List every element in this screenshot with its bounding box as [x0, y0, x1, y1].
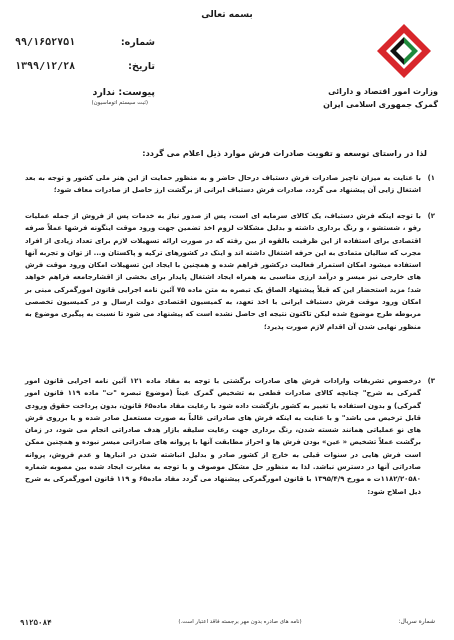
meta-date-row [15, 54, 155, 78]
paragraph-2 [25, 210, 435, 333]
validity-note: (نامه های صادره بدون مهر برجسته فاقد اعتبار است.) [178, 619, 302, 625]
customs-name: گمرک جمهوری اسلامی ایران [323, 100, 438, 109]
paragraph-1 [25, 172, 435, 197]
date-value: ۱۳۹۹/۱۲/۲۸ [15, 60, 76, 72]
meta-number-row [15, 30, 155, 54]
paragraph-1-text: با عنایت به میزان ناچیز صادرات فرش دستباف درحال حاضر و به منظور حمایت از این هنر ملی کشور و توجه به بعد اشتغال زایی آن پیشنهاد می گردد، صادرات فرش دستباف ایرانی از برگشت ارز حاصل از صادرات معاف شود؛ [25, 174, 421, 195]
system-note: (ثبت سیستم اتوماسیون) [91, 100, 148, 106]
paragraph-3-text: درخصوص تشریفات وارادات فرش های صادرات برگشتی با توجه به مفاد ماده ۱۲۱ آئین نامه اجرایی قانون امور گمرکی به شرح" چنانچه کالای صادرات قطعی به تشخیص گمرک عیناً (موضوع تبصره "ت" ماده ۱۱۹ قانون امور گمرکی) و بدون استفاده یا تغییر به کشور بازگشت داده شود با رعایت مفاد ماده۶۵ قانون، بدون پرداخت حقوق ورودی قابل ترخیص می باشد" و با عنایت به اینکه فرش های صادراتی غالباً به صورت مستعمل صادر شده و یا برروی فرش های نو عملیاتی همانند شسته شدن، رنگ برداری جهت رعایت سلیقه بازار هدف صادراتی انجام می شود، در زمان برگشت عملاً تشخیص « عین» بودن فرش ها و احراز مطابقت آنها با پروانه های صادراتی میسر نبوده و همچنین ممکن است فرش هایی در سنوات قبلی به خارج از کشور صادر و بدلیل انباشته شدن در انبارها و عدم فروش، پروانه صادراتی آنها در دسترس نباشد. لذا به منظور حل مشکل موصوف و با توجه به مغایرت ایجاد شده بین مصوبه شماره ۱۱۸۲/۲۰۵۸۰ت ه مورخ ۱۳۹۵/۴/۹ با قانون امورگمرکی پیشنهاد می گردد مفاد ماده۶۵ و ۱۱۹ قانون امورگمرکی به شرح ذیل اصلاح شود: [25, 377, 422, 496]
number-value: ۹۹/۱۶۵۲۷۵۱ [15, 36, 76, 48]
paragraph-2-text: با توجه اینکه فرش دستباف، یک کالای سرمایه ای است، پس از صدور نیاز به خدمات پس از فروش از جمله عملیات رفو ، شستشو ، و رنگ برداری داشته و بدلیل مشکلات لزوم اخذ تضمین جهت ورود موقت اینگونه فرشها عملاً صرفه اقتصادی برای استفاده از این ظرفیت بالقوه از بین رفته که در صورت ارائه تسهیلات لازم برای تعداد زیادی از افراد مجرب که سالیان متمادی به این حرفه اشتغال داشته اند و اینک در کشورهای ترکیه و پاکستان و... از توان و تجربه آنها استفاده میشود امکان استمرار فعالیت درکشور فراهم شده و همچنین با ایجاد این تسهیلات امکان ورود موقت فرش های خارجی نیز میسر و درآمد ارزی مناسبی به همراه ایجاد اشتغال پایدار برای بخشی از اقشارجامعه فراهم خواهد شد؛ مزید استحضار این که قبلاً پیشنهاد الصاق یک تبصره به متن ماده ۷۵ آئین نامه اجرایی قانون امورگمرکی مبنی بر امکان ورود موقت فرش دستباف ایرانی با اخذ تعهد، به کمیسیون اقتصادی دولت ارسال و در کمیسیون تخصصی مربوطه طرح موضوع شده لیکن تاکنون نتیجه ای حاصل نشده است که پیشنهاد می شود تا نسبت به پیگیری موضوع به منظور نهایی شدن آن اقدام لازم صورت پذیرد؛ [25, 212, 422, 331]
paragraph-2-number: ۲) [427, 212, 435, 220]
number-label: شماره: [120, 36, 155, 48]
paragraph-1-number: ۱) [427, 174, 435, 182]
letter-meta [15, 30, 155, 104]
paragraph-3-number: ۳) [427, 377, 435, 385]
organization-name [300, 85, 438, 111]
date-label: تاریخ: [128, 60, 155, 72]
paragraph-3 [25, 375, 435, 498]
ministry-name: وزارت امور اقتصاد و دارائی [328, 87, 438, 96]
header-title: بسمه تعالی [201, 10, 253, 20]
enclosure-text: پیوست: ندارد [92, 86, 155, 98]
serial-label: شماره سریال: [398, 618, 435, 625]
serial-value: ۹۱۲۵۰۸۴ [20, 618, 52, 627]
customs-logo-icon [375, 22, 433, 80]
letter-subject: لذا در راستای توسعه و تقویت صادرات فرش موارد ذیل اعلام می گردد: [142, 148, 427, 158]
